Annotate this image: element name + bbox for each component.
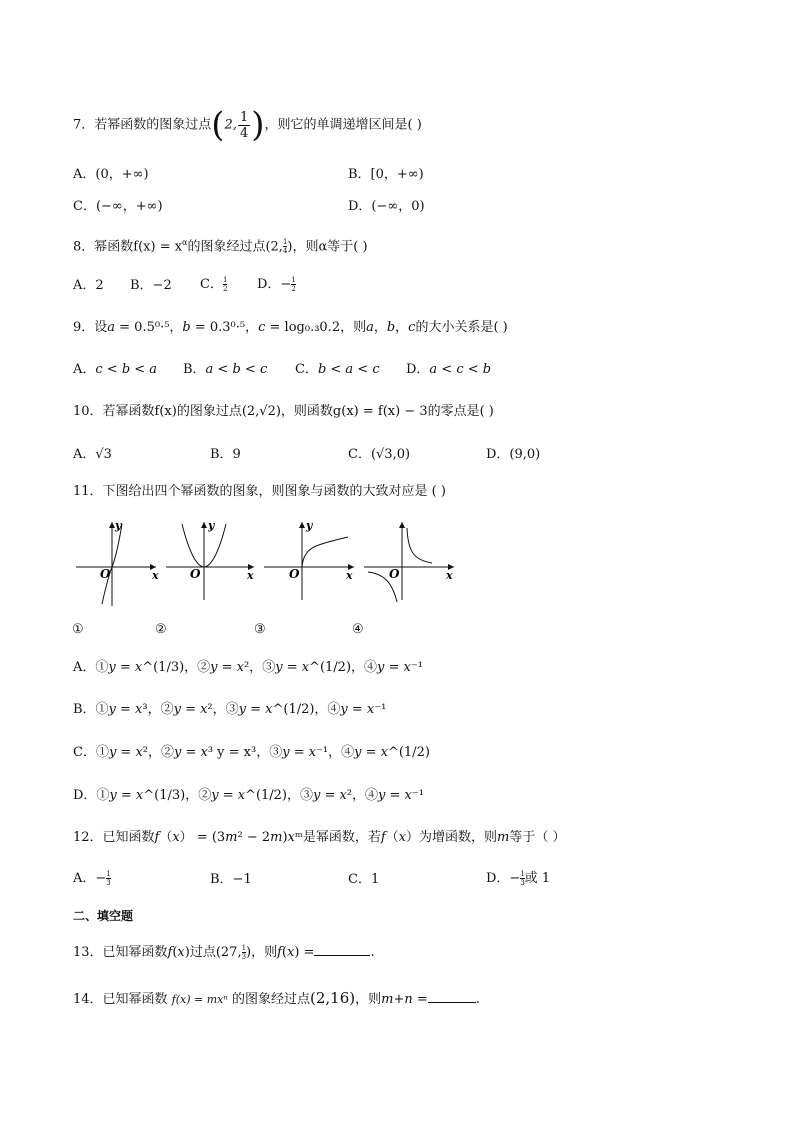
q14-answer-blank[interactable]	[428, 990, 476, 1003]
graph-1-origin: O	[100, 567, 111, 581]
q8-option-a: A．2	[73, 278, 104, 293]
q12-option-b: B．−1	[210, 872, 252, 887]
q7-option-c: C．(−∞，+∞)	[73, 199, 163, 214]
q8-option-d: D．− $\frac{1}{2}$	[257, 276, 296, 293]
graph-3-x-label: x	[346, 569, 353, 582]
graph-4	[364, 522, 454, 602]
q12-option-a: A．− $\frac{1}{3}$	[73, 870, 111, 887]
q8-option-b: B．−2	[130, 278, 172, 293]
q13-stem: 13．已知幂函数𝑓(𝑥)过点(27, $\frac{1}{3}$ )，则𝑓(𝑥) = .	[73, 944, 375, 961]
q9-option-a: A．𝑐 < 𝑏 < 𝑎	[73, 362, 158, 377]
q11-stem: 11．下图给出四个幂函数的图象，则图象与函数的大致对应是 ( )	[73, 484, 446, 499]
graph-1-x-label: x	[152, 569, 159, 582]
q7-prefix: 7．若幂函数的图象过点	[73, 117, 212, 133]
q13-answer-blank[interactable]	[314, 943, 370, 956]
graph-3-origin: O	[289, 567, 300, 581]
graph-2-origin: O	[190, 567, 201, 581]
q11-option-b: B．①𝑦 = 𝑥³，②𝑦 = 𝑥²，③𝑦 = 𝑥^(1/2)，④𝑦 = 𝑥⁻¹	[73, 702, 387, 717]
q7-option-d: D．(−∞，0)	[348, 199, 425, 214]
q11-option-c: C．①𝑦 = 𝑥²，②𝑦 = 𝑥³ y = x³，③𝑦 = 𝑥⁻¹，④𝑦 = 𝑥^(1/2)	[73, 745, 430, 760]
right-paren: )	[251, 105, 265, 145]
q11-label-2: ②	[155, 622, 167, 637]
graph-3-y-label: y	[306, 519, 313, 532]
q12-option-d: D．− $\frac{1}{3}$ 或 1	[486, 870, 551, 887]
graph-4-origin: O	[389, 567, 400, 581]
q11-label-3: ③	[254, 622, 266, 637]
section-heading: 二、填空题	[73, 909, 134, 923]
q7-stem	[73, 105, 422, 145]
q9-option-b: B．𝑎 < 𝑏 < 𝑐	[183, 362, 268, 377]
q9-option-c: C．𝑏 < 𝑎 < 𝑐	[295, 362, 380, 377]
q9-stem: 9．设𝑎 = 0.5⁰·⁵，𝑏 = 0.3⁰·⁵，𝑐 = log₀.₃0.2，则𝑎，𝑏，𝑐的大小关系是( )	[73, 320, 508, 335]
q10-stem: 10．若幂函数f(x)的图象过点(2,√2)，则函数g(x) = f(x) − 3的零点是( )	[73, 404, 494, 419]
q7-fraction: $\frac{1}{4}$	[239, 109, 249, 141]
q10-option-c: C．(√3,0)	[348, 447, 411, 462]
graph-1	[76, 519, 159, 606]
graph-2	[166, 519, 254, 600]
graph-1-y-label: y	[115, 519, 122, 532]
q10-option-a: A．√3	[73, 447, 112, 462]
q14-stem: 14．已知幂函数 𝑓(𝑥) = 𝑚𝑥ⁿ 的图象经过点(2,16)，则𝑚+𝑛 = .	[73, 989, 480, 1007]
q9-option-d: D．𝑎 < 𝑐 < 𝑏	[406, 362, 492, 377]
graph-4-x-label: x	[446, 569, 453, 582]
q7-point-a: 2,	[224, 117, 237, 133]
q7-option-b: B．[0，+∞)	[348, 167, 424, 182]
q11-option-d: D．①𝑦 = 𝑥^(1/3)，②𝑦 = 𝑥^(1/2)，③𝑦 = 𝑥²，④𝑦 = 𝑥⁻¹	[73, 788, 424, 803]
q11-label-4: ④	[352, 622, 364, 637]
q10-option-b: B．9	[210, 447, 241, 462]
left-paren: (	[211, 105, 225, 145]
q11-option-a: A．①𝑦 = 𝑥^(1/3)，②𝑦 = 𝑥²，③𝑦 = 𝑥^(1/2)，④𝑦 = 𝑥⁻¹	[73, 660, 423, 675]
q7-option-a: A．(0，+∞)	[73, 167, 149, 182]
graph-2-x-label: x	[247, 569, 254, 582]
q10-option-d: D．(9,0)	[486, 447, 541, 462]
q8-fraction: $\frac{1}{4}$	[282, 238, 288, 256]
q11-graphs	[72, 516, 472, 608]
q12-option-c: C．1	[348, 872, 380, 887]
q12-stem: 12．已知函数𝑓（𝑥） = (3𝑚² − 2𝑚)𝑥ᵐ是幂函数，若𝑓（𝑥）为增函数，则𝑚等于（ ）	[73, 830, 566, 845]
q7-suffix: ，则它的单调递增区间是( )	[264, 117, 422, 133]
q8-stem: 8．幂函数$f(x) = x^\alpha$的图象经过点(2, $\frac{1}{4}$ )，则α等于( )	[73, 238, 368, 256]
q11-label-1: ①	[72, 622, 84, 637]
graph-3	[264, 519, 354, 600]
q8-option-c: C． $\frac{1}{2}$	[200, 276, 228, 293]
graph-2-y-label: y	[208, 519, 215, 532]
